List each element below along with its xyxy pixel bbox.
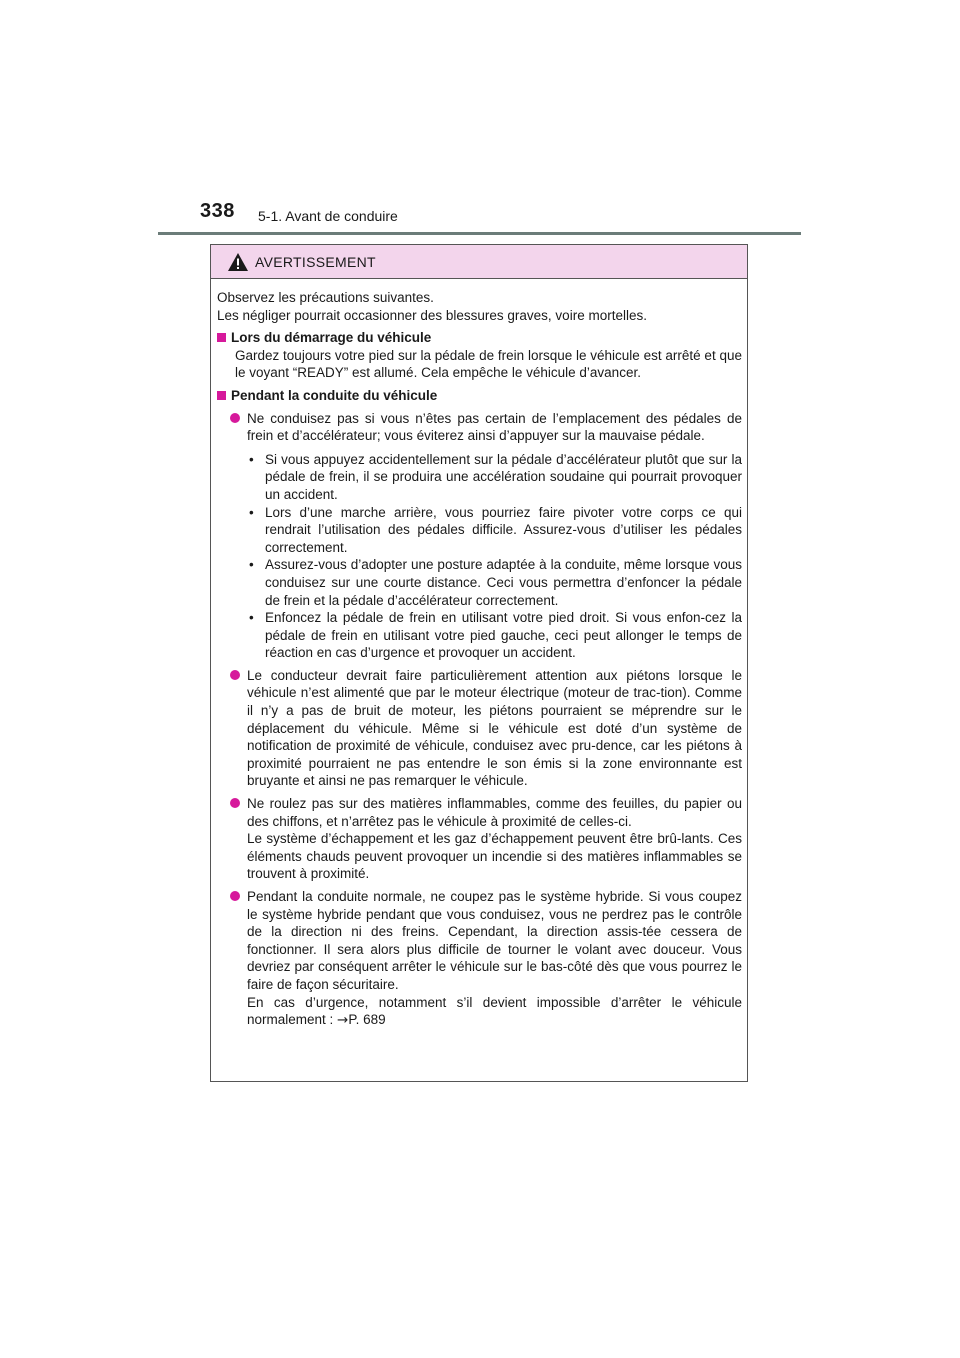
warning-intro	[217, 289, 742, 324]
page-reference-link[interactable]: P. 689	[348, 1012, 386, 1028]
warning-title: AVERTISSEMENT	[255, 253, 376, 270]
warning-box	[210, 244, 748, 1082]
dot-item: • Assurez-vous d’adopter une posture adaptée à la conduite, même lorsque vous conduisez sur une courte distance. Ceci vous permettra d’enfoncer la pédale de frein et la pédale d’accélérateur correctement.	[249, 557, 742, 608]
section-heading-text: Pendant la conduite du véhicule	[231, 387, 438, 403]
bullet-text: Ne conduisez pas si vous n’êtes pas certain de l’emplacement des pédales de frein et d’accélérateur; vous éviterez ainsi d’appuyer sur la mauvaise pédale.	[247, 410, 742, 444]
square-bullet-icon	[217, 391, 226, 400]
header-rule	[158, 232, 801, 235]
circle-bullet-icon	[230, 798, 240, 808]
section-heading-text: Lors du démarrage du véhicule	[231, 330, 432, 346]
square-bullet-icon	[217, 333, 226, 342]
circle-bullet-icon	[230, 891, 240, 901]
section-starting	[217, 329, 742, 382]
bullet-text: Pendant la conduite normale, ne coupez pas le système hybride. Si vous coupez le système hybride pendant que vous conduisez, vous ne perdrez pas le contrôle de la direction ni des freins. Cependant, la direction assis-tée cessera de fonctionner. Il sera alors plus difficile de tourner le volant avec douceur. Vous devriez par conséquent arrêter le véhicule sur le bas-côté dès que vous pourrez le faire de façon sécuritaire.	[247, 889, 742, 992]
section-title: 5-1. Avant de conduire	[258, 208, 398, 224]
warning-header	[211, 245, 747, 279]
bullet-text: Le système d’échappement et les gaz d’échappement peuvent être brû-lants. Ces éléments chauds peuvent provoquer un incendie si des matières inflammables se trouvent à proximité.	[247, 831, 742, 882]
bullet-text	[247, 994, 742, 1030]
warning-triangle-icon	[227, 252, 249, 272]
intro-line: Observez les précautions suivantes.	[217, 290, 434, 305]
dot-bullet-icon: •	[249, 504, 254, 520]
bullet-text: Le conducteur devrait faire particulièrement attention aux piétons lorsque le véhicule n’est alimenté que par le moteur électrique (moteur de trac-tion). Comme il n’y a pas de bruit de moteur, les piétons pourraient se méprendre sur le déplacement du véhicule. Même si le véhicule est doté d’un système de notification de proximité de véhicule, conduisez avec pru-dence, car les piétons à proximité pourraient ne pas entendre le son émis si la zone environnante est bruyante et ainsi ne pas remarquer le véhicule.	[247, 667, 742, 789]
warning-body	[211, 279, 747, 1030]
circle-bullet-icon	[230, 413, 240, 423]
bullet-item	[217, 888, 742, 1030]
section-heading	[217, 387, 742, 405]
dot-item: • Lors d’une marche arrière, vous pourriez faire pivoter votre corps ce qui rendrait l’utilisation des pédales difficile. Assurez-vous d’utiliser les pédales correctement.	[249, 504, 742, 555]
circle-bullet-icon	[230, 670, 240, 680]
arrow-right-icon: →	[337, 1012, 349, 1029]
section-heading	[217, 329, 742, 347]
dot-bullet-icon: •	[249, 557, 254, 573]
dot-bullet-icon: •	[249, 451, 254, 467]
dot-bullet-icon: •	[249, 610, 254, 626]
page-number: 338	[200, 200, 235, 222]
bullet-item	[217, 795, 742, 883]
bullet-text: Ne roulez pas sur des matières inflammables, comme des feuilles, du papier ou des chiffons, et n’arrêtez pas le véhicule à proximité de celles-ci.	[247, 796, 742, 829]
section-paragraph: Gardez toujours votre pied sur la pédale de frein lorsque le véhicule est arrêté et que le voyant “READY” est allumé. Cela empêche le véhicule d’avancer.	[235, 347, 742, 381]
emergency-text: En cas d’urgence, notamment s’il devient impossible d’arrêter le véhicule normalement :	[247, 994, 742, 1028]
intro-line: Les négliger pourrait occasionner des blessures graves, voire mortelles.	[217, 307, 647, 323]
dot-item: • Si vous appuyez accidentellement sur la pédale d’accélérateur plutôt que sur la pédale de frein, il se produira une accélération soudaine qui pourrait provoquer un accident.	[249, 451, 742, 502]
dot-item: • Enfoncez la pédale de frein en utilisant votre pied droit. Si vous enfon-cez la pédale de frein en utilisant votre pied gauche, ceci peut allonger le temps de réaction en cas d’urgence et provoquer un accident.	[249, 610, 742, 661]
bullet-item	[217, 410, 742, 662]
bullet-item	[217, 667, 742, 790]
dot-list	[247, 451, 742, 662]
section-driving	[217, 387, 742, 1030]
